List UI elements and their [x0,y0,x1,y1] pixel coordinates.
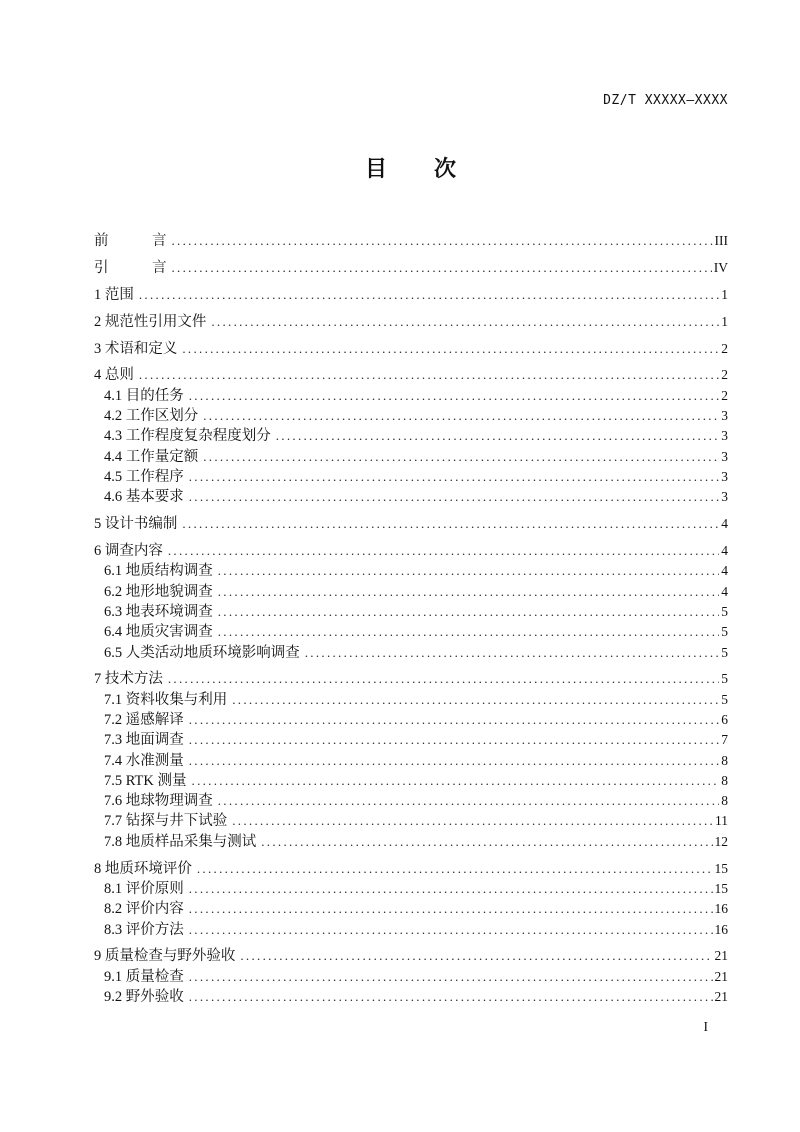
toc-entry-page: 6 [721,711,728,727]
toc-entry-page: 21 [714,948,728,964]
toc-entry-page: 11 [715,813,728,829]
toc-entry-label: 7.1 资料收集与利用 [104,691,228,708]
toc-entry-page: 16 [714,901,728,917]
toc-entry-label: 3 术语和定义 [94,340,178,357]
toc-entry-label: 5 设计书编制 [94,516,178,533]
toc-entry-page: 21 [714,968,728,984]
toc-leader-dots [182,514,719,534]
toc-leader-dots [218,582,720,602]
toc-entry[interactable] [94,730,728,750]
toc-leader-dots [189,386,720,406]
toc-leader-dots [168,669,719,689]
toc-entry[interactable] [94,967,728,987]
toc-entry[interactable] [94,339,728,359]
toc-leader-dots [192,771,720,791]
toc-entry-label: 4.2 工作区划分 [104,408,199,425]
toc-entry-label: 8.1 评价原则 [104,880,184,897]
toc-entry[interactable] [94,690,728,710]
toc-entry-label: 6.2 地形地貌调查 [104,583,213,600]
toc-entry[interactable] [94,365,728,385]
toc-entry-label: 6.1 地质结构调查 [104,563,213,580]
toc-entry-page: 3 [721,428,728,444]
toc-entry-label: 4.3 工作程度复杂程度划分 [104,428,271,445]
toc-list [94,231,728,1007]
toc-entry-page: 4 [721,583,728,599]
toc-leader-dots [218,561,720,581]
toc-entry-page: 4 [721,516,728,532]
toc-entry[interactable] [94,561,728,581]
toc-leader-dots [203,447,719,467]
toc-entry[interactable] [94,447,728,467]
toc-entry-page: 12 [714,833,728,849]
toc-entry[interactable] [94,231,728,251]
toc-entry-label: 9.2 野外验收 [104,989,184,1006]
toc-entry-page: 8 [721,772,728,788]
toc-entry-label: 8.3 评价方法 [104,921,184,938]
toc-entry[interactable] [94,514,728,534]
toc-entry-page: 5 [721,603,728,619]
toc-entry-page: 4 [721,543,728,559]
toc-leader-dots [218,622,720,642]
toc-entry[interactable] [94,859,728,879]
toc-entry-label: 6.5 人类活动地质环境影响调查 [104,644,300,661]
toc-entry-page: IV [713,259,728,275]
toc-entry[interactable] [94,920,728,940]
toc-entry[interactable] [94,899,728,919]
toc-entry-page: 21 [714,989,728,1005]
toc-entry-label: 前 言 [94,233,167,249]
toc-entry-page: 2 [721,367,728,383]
toc-leader-dots [189,467,720,487]
toc-entry-label: 7.8 地质样品采集与测试 [104,833,257,850]
toc-entry-page: 1 [721,286,728,302]
toc-entry-label: 4 总则 [94,367,134,384]
toc-entry-label: 7 技术方法 [94,671,163,688]
toc-leader-dots [189,987,713,1007]
toc-leader-dots [139,365,719,385]
toc-leader-dots [197,859,713,879]
toc-leader-dots [189,710,720,730]
toc-leader-dots [203,406,719,426]
toc-leader-dots [305,643,720,663]
toc-entry[interactable] [94,467,728,487]
toc-entry-page: 3 [721,408,728,424]
toc-leader-dots [232,811,713,831]
toc-entry-label: 1 范围 [94,286,134,303]
toc-entry-page: 5 [721,624,728,640]
toc-leader-dots [189,967,713,987]
toc-entry[interactable] [94,643,728,663]
toc-entry-label: 9.1 质量检查 [104,968,184,985]
toc-entry[interactable] [94,946,728,966]
toc-entry[interactable] [94,710,728,730]
toc-entry-page: 2 [721,340,728,356]
toc-entry-page: 3 [721,448,728,464]
toc-entry[interactable] [94,487,728,507]
toc-entry-label: 引 言 [94,259,167,276]
toc-entry[interactable] [94,386,728,406]
toc-leader-dots [189,879,713,899]
toc-entry[interactable] [94,582,728,602]
toc-entry[interactable] [94,426,728,446]
toc-entry-label: 4.4 工作量定额 [104,448,199,465]
toc-leader-dots [232,690,719,710]
toc-entry-label: 8 地质环境评价 [94,860,192,877]
toc-entry[interactable] [94,622,728,642]
toc-entry-page: 3 [721,489,728,505]
toc-leader-dots [218,602,720,622]
toc-leader-dots [139,285,719,305]
toc-entry-page: 7 [721,732,728,748]
toc-entry-page: 3 [721,468,728,484]
toc-entry-label: 7.6 地球物理调查 [104,793,213,810]
toc-leader-dots [276,426,720,446]
toc-entry-page: 5 [721,691,728,707]
toc-leader-dots [189,899,713,919]
toc-entry-label: 4.5 工作程序 [104,468,184,485]
toc-entry[interactable] [94,406,728,426]
toc-entry[interactable] [94,285,728,305]
toc-entry-label: 7.3 地面调查 [104,732,184,749]
toc-entry[interactable] [94,312,728,332]
toc-entry-page: 15 [714,880,728,896]
toc-leader-dots [182,339,719,359]
toc-entry-page: 4 [721,563,728,579]
toc-entry[interactable] [94,541,728,561]
toc-entry-page: 8 [721,793,728,809]
toc-entry-page: 8 [721,752,728,768]
toc-leader-dots [211,312,719,332]
toc-entry-label: 2 规范性引用文件 [94,313,207,330]
toc-entry[interactable] [94,832,728,852]
toc-entry[interactable] [94,669,728,689]
toc-entry[interactable] [94,791,728,811]
toc-entry[interactable] [94,258,728,278]
toc-entry-label: 6.4 地质灾害调查 [104,624,213,641]
page-title: 目 次 [364,156,457,181]
toc-entry-page: 5 [721,644,728,660]
toc-leader-dots [240,946,712,966]
toc-entry[interactable] [94,751,728,771]
toc-leader-dots [189,487,720,507]
toc-entry-label: 9 质量检查与野外验收 [94,948,236,965]
document-code-header: DZ/T XXXXX—XXXX [603,93,728,108]
toc-entry-page: III [714,233,728,248]
toc-entry-page: 1 [721,313,728,329]
toc-entry-label: 7.7 钻探与井下试验 [104,813,228,830]
toc-entry[interactable] [94,602,728,622]
toc-leader-dots [172,258,712,278]
toc-leader-dots [172,231,713,251]
toc-entry[interactable] [94,987,728,1007]
toc-entry-label: 7.4 水准测量 [104,752,184,769]
toc-entry-label: 4.6 基本要求 [104,489,184,506]
toc-entry[interactable] [94,811,728,831]
toc-entry-label: 7.2 遥感解译 [104,711,184,728]
toc-leader-dots [261,832,712,852]
toc-entry-label: 8.2 评价内容 [104,901,184,918]
toc-leader-dots [218,791,720,811]
footer-page-number: I [703,1019,708,1034]
toc-entry-label: 6 调查内容 [94,543,163,560]
toc-entry-label: 6.3 地表环境调查 [104,603,213,620]
toc-leader-dots [189,920,713,940]
toc-entry[interactable] [94,771,728,791]
toc-leader-dots [189,730,720,750]
toc-entry-page: 16 [714,921,728,937]
toc-entry-page: 2 [721,387,728,403]
toc-leader-dots [189,751,720,771]
toc-entry[interactable] [94,879,728,899]
toc-entry-label: 7.5 RTK 测量 [104,772,187,789]
toc-entry-label: 4.1 目的任务 [104,387,184,404]
toc-entry-page: 5 [721,671,728,687]
toc-leader-dots [168,541,719,561]
toc-entry-page: 15 [714,860,728,876]
